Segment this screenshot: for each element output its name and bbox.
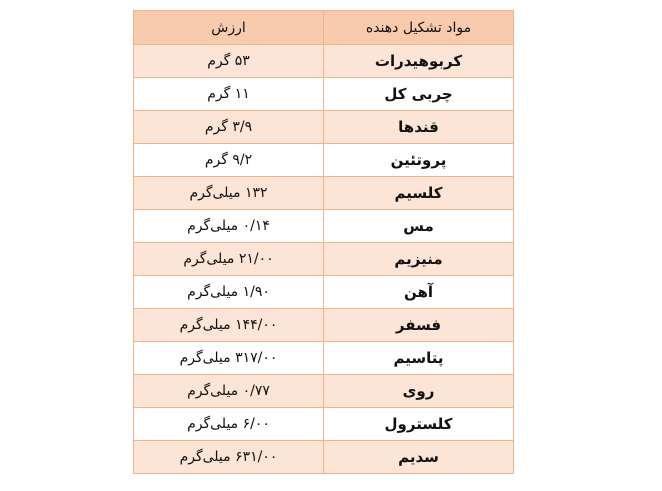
ingredient-cell: کلسیم [324, 177, 514, 210]
ingredient-cell: منیزیم [324, 243, 514, 276]
value-cell: ۰/۷۷ میلی‌گرم [134, 375, 324, 408]
ingredient-cell: قندها [324, 111, 514, 144]
table-header-row [134, 11, 514, 45]
header-value: ارزش [134, 11, 324, 45]
ingredient-cell: پتاسیم [324, 342, 514, 375]
value-cell: ۲۱/۰۰ میلی‌گرم [134, 243, 324, 276]
table-row [134, 210, 514, 243]
table-row [134, 111, 514, 144]
header-ingredient: مواد تشکیل دهنده [324, 11, 514, 45]
ingredient-cell: کربوهیدرات [324, 45, 514, 78]
value-cell: ۰/۱۴ میلی‌گرم [134, 210, 324, 243]
table-row [134, 309, 514, 342]
ingredient-cell: فسفر [324, 309, 514, 342]
ingredient-cell: مس [324, 210, 514, 243]
table-row [134, 375, 514, 408]
value-cell: ۵۳ گرم [134, 45, 324, 78]
value-cell: ۳۱۷/۰۰ میلی‌گرم [134, 342, 324, 375]
table-row [134, 243, 514, 276]
table-body [134, 45, 514, 474]
table-row [134, 144, 514, 177]
value-cell: ۳/۹ گرم [134, 111, 324, 144]
ingredient-cell: سدیم [324, 441, 514, 474]
value-cell: ۶/۰۰ میلی‌گرم [134, 408, 324, 441]
table-row [134, 45, 514, 78]
ingredient-cell: پروتئین [324, 144, 514, 177]
table-row [134, 408, 514, 441]
value-cell: ۹/۲ گرم [134, 144, 324, 177]
table-row [134, 177, 514, 210]
value-cell: ۱۱ گرم [134, 78, 324, 111]
nutrition-table [133, 10, 514, 474]
value-cell: ۶۳۱/۰۰ میلی‌گرم [134, 441, 324, 474]
table-row [134, 78, 514, 111]
value-cell: ۱۳۲ میلی‌گرم [134, 177, 324, 210]
table-row [134, 441, 514, 474]
table-row [134, 342, 514, 375]
ingredient-cell: چربی کل [324, 78, 514, 111]
value-cell: ۱۴۴/۰۰ میلی‌گرم [134, 309, 324, 342]
ingredient-cell: کلسترول [324, 408, 514, 441]
ingredient-cell: روی [324, 375, 514, 408]
table-row [134, 276, 514, 309]
value-cell: ۱/۹۰ میلی‌گرم [134, 276, 324, 309]
ingredient-cell: آهن [324, 276, 514, 309]
